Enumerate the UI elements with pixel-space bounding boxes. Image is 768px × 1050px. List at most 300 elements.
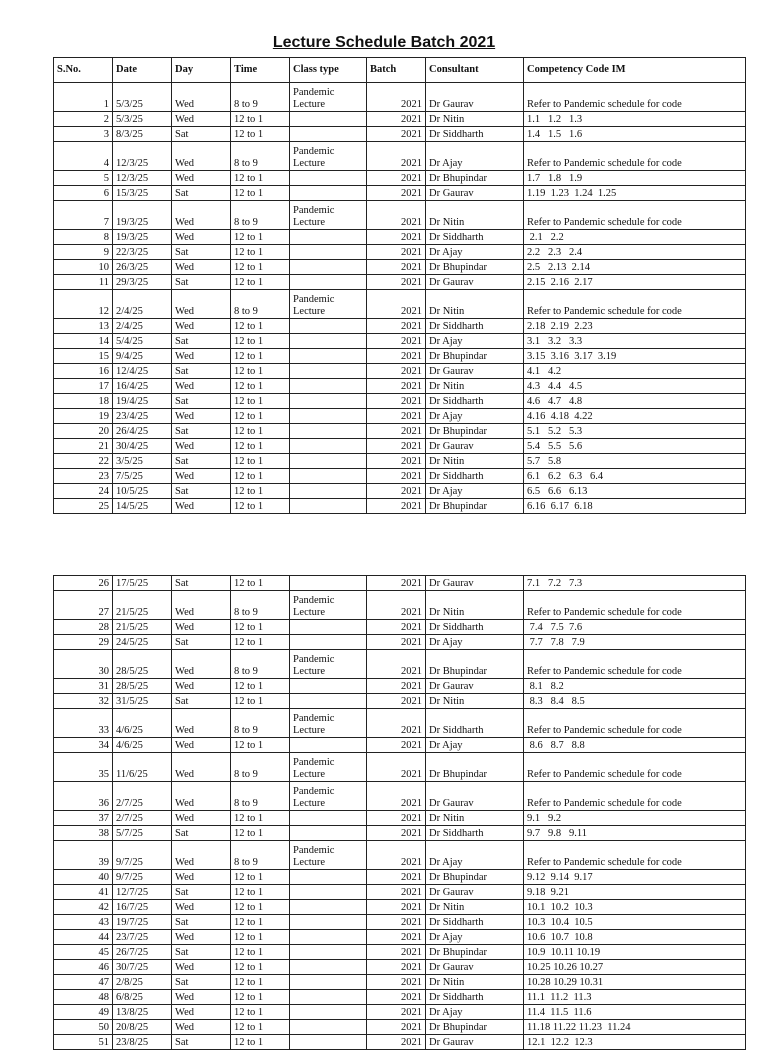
table-row	[54, 439, 746, 454]
cell-time: 12 to 1	[231, 112, 290, 127]
cell-sno: 34	[54, 738, 113, 753]
table-row	[54, 364, 746, 379]
cell-time: 12 to 1	[231, 576, 290, 591]
cell-day: Wed	[172, 591, 231, 620]
cell-batch: 2021	[367, 260, 426, 275]
cell-competency-code: Refer to Pandemic schedule for code	[524, 290, 746, 319]
cell-class-type: Pandemic Lecture	[290, 709, 367, 738]
cell-sno: 47	[54, 975, 113, 990]
cell-batch: 2021	[367, 650, 426, 679]
table-row	[54, 469, 746, 484]
cell-competency-code: 10.3 10.4 10.5	[524, 915, 746, 930]
cell-date: 24/5/25	[113, 635, 172, 650]
cell-competency-code: Refer to Pandemic schedule for code	[524, 201, 746, 230]
cell-time: 12 to 1	[231, 635, 290, 650]
cell-time: 12 to 1	[231, 945, 290, 960]
cell-day: Wed	[172, 349, 231, 364]
table-row	[54, 900, 746, 915]
cell-class-type	[290, 1035, 367, 1050]
cell-consultant: Dr Nitin	[426, 454, 524, 469]
cell-date: 6/8/25	[113, 990, 172, 1005]
cell-date: 5/3/25	[113, 112, 172, 127]
cell-day: Sat	[172, 394, 231, 409]
cell-day: Sat	[172, 245, 231, 260]
cell-time: 12 to 1	[231, 260, 290, 275]
header-day: Day	[172, 58, 231, 83]
cell-day: Wed	[172, 900, 231, 915]
cell-batch: 2021	[367, 620, 426, 635]
cell-time: 8 to 9	[231, 753, 290, 782]
cell-time: 8 to 9	[231, 83, 290, 112]
cell-class-type	[290, 484, 367, 499]
cell-day: Wed	[172, 499, 231, 514]
cell-time: 12 to 1	[231, 439, 290, 454]
cell-class-type	[290, 112, 367, 127]
cell-day: Wed	[172, 112, 231, 127]
cell-sno: 9	[54, 245, 113, 260]
cell-date: 23/7/25	[113, 930, 172, 945]
cell-day: Wed	[172, 1005, 231, 1020]
table-row	[54, 1005, 746, 1020]
cell-competency-code: 2.18 2.19 2.23	[524, 319, 746, 334]
cell-sno: 15	[54, 349, 113, 364]
cell-class-type	[290, 127, 367, 142]
table-row	[54, 484, 746, 499]
cell-time: 12 to 1	[231, 738, 290, 753]
cell-sno: 46	[54, 960, 113, 975]
cell-sno: 4	[54, 142, 113, 171]
cell-batch: 2021	[367, 424, 426, 439]
cell-time: 12 to 1	[231, 915, 290, 930]
cell-time: 12 to 1	[231, 334, 290, 349]
header-consultant: Consultant	[426, 58, 524, 83]
cell-competency-code: 10.25 10.26 10.27	[524, 960, 746, 975]
cell-date: 14/5/25	[113, 499, 172, 514]
cell-sno: 32	[54, 694, 113, 709]
cell-class-type	[290, 694, 367, 709]
cell-class-type	[290, 349, 367, 364]
cell-competency-code: Refer to Pandemic schedule for code	[524, 650, 746, 679]
cell-class-type	[290, 499, 367, 514]
cell-time: 8 to 9	[231, 201, 290, 230]
cell-consultant: Dr Bhupindar	[426, 499, 524, 514]
cell-consultant: Dr Siddharth	[426, 826, 524, 841]
cell-day: Wed	[172, 679, 231, 694]
cell-time: 12 to 1	[231, 484, 290, 499]
cell-competency-code: 5.4 5.5 5.6	[524, 439, 746, 454]
cell-date: 30/7/25	[113, 960, 172, 975]
cell-day: Wed	[172, 738, 231, 753]
cell-date: 9/7/25	[113, 870, 172, 885]
table-row	[54, 112, 746, 127]
cell-batch: 2021	[367, 201, 426, 230]
table-row	[54, 499, 746, 514]
cell-class-type	[290, 826, 367, 841]
cell-time: 12 to 1	[231, 409, 290, 424]
cell-competency-code: 8.6 8.7 8.8	[524, 738, 746, 753]
table-row	[54, 576, 746, 591]
cell-competency-code: 11.1 11.2 11.3	[524, 990, 746, 1005]
cell-class-type: Pandemic Lecture	[290, 841, 367, 870]
cell-sno: 23	[54, 469, 113, 484]
cell-time: 8 to 9	[231, 650, 290, 679]
table-row	[54, 620, 746, 635]
cell-time: 12 to 1	[231, 1005, 290, 1020]
cell-competency-code: 12.1 12.2 12.3	[524, 1035, 746, 1050]
cell-batch: 2021	[367, 379, 426, 394]
cell-day: Wed	[172, 83, 231, 112]
cell-class-type: Pandemic Lecture	[290, 591, 367, 620]
cell-day: Sat	[172, 364, 231, 379]
cell-sno: 27	[54, 591, 113, 620]
header-competency-code: Competency Code IM	[524, 58, 746, 83]
cell-date: 19/4/25	[113, 394, 172, 409]
cell-day: Sat	[172, 635, 231, 650]
cell-class-type	[290, 439, 367, 454]
cell-competency-code: 5.1 5.2 5.3	[524, 424, 746, 439]
table-row	[54, 738, 746, 753]
cell-consultant: Dr Ajay	[426, 484, 524, 499]
cell-date: 12/7/25	[113, 885, 172, 900]
cell-date: 9/4/25	[113, 349, 172, 364]
cell-consultant: Dr Nitin	[426, 975, 524, 990]
cell-day: Wed	[172, 260, 231, 275]
cell-class-type	[290, 990, 367, 1005]
cell-sno: 21	[54, 439, 113, 454]
cell-batch: 2021	[367, 142, 426, 171]
cell-batch: 2021	[367, 709, 426, 738]
cell-date: 11/6/25	[113, 753, 172, 782]
table-row	[54, 186, 746, 201]
cell-day: Wed	[172, 930, 231, 945]
cell-class-type	[290, 811, 367, 826]
cell-batch: 2021	[367, 811, 426, 826]
table-row	[54, 709, 746, 738]
cell-time: 8 to 9	[231, 290, 290, 319]
cell-date: 5/7/25	[113, 826, 172, 841]
cell-day: Wed	[172, 290, 231, 319]
cell-sno: 44	[54, 930, 113, 945]
cell-consultant: Dr Ajay	[426, 334, 524, 349]
cell-class-type: Pandemic Lecture	[290, 83, 367, 112]
cell-day: Sat	[172, 275, 231, 290]
cell-competency-code: 9.18 9.21	[524, 885, 746, 900]
cell-sno: 30	[54, 650, 113, 679]
header-date: Date	[113, 58, 172, 83]
cell-sno: 3	[54, 127, 113, 142]
table-row	[54, 945, 746, 960]
cell-sno: 49	[54, 1005, 113, 1020]
cell-day: Sat	[172, 975, 231, 990]
cell-date: 21/5/25	[113, 591, 172, 620]
cell-competency-code: 5.7 5.8	[524, 454, 746, 469]
cell-consultant: Dr Gaurav	[426, 576, 524, 591]
cell-consultant: Dr Ajay	[426, 930, 524, 945]
cell-sno: 37	[54, 811, 113, 826]
cell-consultant: Dr Ajay	[426, 142, 524, 171]
cell-date: 23/4/25	[113, 409, 172, 424]
cell-competency-code: 9.1 9.2	[524, 811, 746, 826]
document-title: Lecture Schedule Batch 2021	[272, 34, 496, 51]
cell-consultant: Dr Ajay	[426, 409, 524, 424]
table-row	[54, 975, 746, 990]
cell-competency-code: 6.16 6.17 6.18	[524, 499, 746, 514]
table-row	[54, 679, 746, 694]
cell-class-type	[290, 409, 367, 424]
cell-time: 8 to 9	[231, 709, 290, 738]
cell-time: 12 to 1	[231, 900, 290, 915]
cell-class-type	[290, 1020, 367, 1035]
cell-sno: 36	[54, 782, 113, 811]
cell-class-type	[290, 379, 367, 394]
cell-batch: 2021	[367, 409, 426, 424]
cell-consultant: Dr Bhupindar	[426, 1020, 524, 1035]
cell-date: 19/3/25	[113, 230, 172, 245]
cell-consultant: Dr Nitin	[426, 290, 524, 319]
cell-day: Sat	[172, 1035, 231, 1050]
cell-consultant: Dr Bhupindar	[426, 424, 524, 439]
cell-batch: 2021	[367, 841, 426, 870]
cell-batch: 2021	[367, 975, 426, 990]
cell-time: 12 to 1	[231, 870, 290, 885]
cell-time: 12 to 1	[231, 424, 290, 439]
cell-consultant: Dr Nitin	[426, 694, 524, 709]
cell-day: Sat	[172, 454, 231, 469]
cell-batch: 2021	[367, 334, 426, 349]
cell-sno: 22	[54, 454, 113, 469]
cell-sno: 42	[54, 900, 113, 915]
cell-consultant: Dr Nitin	[426, 201, 524, 230]
cell-time: 12 to 1	[231, 930, 290, 945]
cell-class-type: Pandemic Lecture	[290, 753, 367, 782]
cell-class-type	[290, 576, 367, 591]
cell-sno: 43	[54, 915, 113, 930]
cell-consultant: Dr Siddharth	[426, 469, 524, 484]
cell-day: Wed	[172, 650, 231, 679]
cell-consultant: Dr Siddharth	[426, 230, 524, 245]
cell-batch: 2021	[367, 394, 426, 409]
cell-batch: 2021	[367, 275, 426, 290]
cell-batch: 2021	[367, 127, 426, 142]
cell-sno: 25	[54, 499, 113, 514]
table-row	[54, 782, 746, 811]
cell-class-type	[290, 319, 367, 334]
cell-class-type	[290, 424, 367, 439]
cell-day: Wed	[172, 990, 231, 1005]
cell-competency-code: 4.16 4.18 4.22	[524, 409, 746, 424]
cell-consultant: Dr Bhupindar	[426, 650, 524, 679]
cell-date: 22/3/25	[113, 245, 172, 260]
cell-class-type	[290, 454, 367, 469]
cell-sno: 5	[54, 171, 113, 186]
table-row	[54, 171, 746, 186]
cell-class-type	[290, 930, 367, 945]
cell-sno: 19	[54, 409, 113, 424]
cell-competency-code: Refer to Pandemic schedule for code	[524, 841, 746, 870]
table-row	[54, 1035, 746, 1050]
cell-sno: 26	[54, 576, 113, 591]
cell-time: 12 to 1	[231, 679, 290, 694]
cell-date: 7/5/25	[113, 469, 172, 484]
cell-date: 10/5/25	[113, 484, 172, 499]
cell-date: 21/5/25	[113, 620, 172, 635]
cell-class-type	[290, 885, 367, 900]
cell-time: 8 to 9	[231, 841, 290, 870]
cell-time: 12 to 1	[231, 826, 290, 841]
cell-date: 23/8/25	[113, 1035, 172, 1050]
cell-batch: 2021	[367, 171, 426, 186]
cell-competency-code: 4.3 4.4 4.5	[524, 379, 746, 394]
cell-date: 3/5/25	[113, 454, 172, 469]
cell-batch: 2021	[367, 591, 426, 620]
cell-time: 12 to 1	[231, 364, 290, 379]
table-row	[54, 591, 746, 620]
table-row	[54, 753, 746, 782]
cell-time: 12 to 1	[231, 171, 290, 186]
cell-competency-code: 2.1 2.2	[524, 230, 746, 245]
cell-date: 20/8/25	[113, 1020, 172, 1035]
cell-sno: 18	[54, 394, 113, 409]
cell-sno: 35	[54, 753, 113, 782]
cell-time: 12 to 1	[231, 379, 290, 394]
cell-date: 5/4/25	[113, 334, 172, 349]
cell-day: Wed	[172, 709, 231, 738]
cell-date: 28/5/25	[113, 679, 172, 694]
cell-class-type: Pandemic Lecture	[290, 142, 367, 171]
cell-time: 12 to 1	[231, 1035, 290, 1050]
cell-day: Sat	[172, 826, 231, 841]
cell-batch: 2021	[367, 364, 426, 379]
schedule-table-page-2	[53, 575, 746, 1050]
cell-date: 4/6/25	[113, 709, 172, 738]
cell-competency-code: 1.4 1.5 1.6	[524, 127, 746, 142]
cell-day: Sat	[172, 424, 231, 439]
cell-date: 12/4/25	[113, 364, 172, 379]
header-class-type: Class type	[290, 58, 367, 83]
cell-date: 8/3/25	[113, 127, 172, 142]
cell-competency-code: 2.5 2.13 2.14	[524, 260, 746, 275]
cell-competency-code: 2.2 2.3 2.4	[524, 245, 746, 260]
cell-batch: 2021	[367, 930, 426, 945]
table-row	[54, 127, 746, 142]
table-row	[54, 334, 746, 349]
cell-sno: 48	[54, 990, 113, 1005]
cell-batch: 2021	[367, 870, 426, 885]
cell-date: 9/7/25	[113, 841, 172, 870]
cell-sno: 38	[54, 826, 113, 841]
cell-sno: 51	[54, 1035, 113, 1050]
cell-consultant: Dr Gaurav	[426, 782, 524, 811]
cell-batch: 2021	[367, 826, 426, 841]
cell-consultant: Dr Gaurav	[426, 679, 524, 694]
cell-consultant: Dr Bhupindar	[426, 349, 524, 364]
cell-batch: 2021	[367, 230, 426, 245]
cell-day: Sat	[172, 127, 231, 142]
cell-time: 8 to 9	[231, 591, 290, 620]
cell-sno: 12	[54, 290, 113, 319]
table-row	[54, 349, 746, 364]
cell-consultant: Dr Bhupindar	[426, 945, 524, 960]
cell-date: 13/8/25	[113, 1005, 172, 1020]
cell-batch: 2021	[367, 319, 426, 334]
cell-time: 12 to 1	[231, 960, 290, 975]
cell-sno: 20	[54, 424, 113, 439]
cell-batch: 2021	[367, 1005, 426, 1020]
cell-consultant: Dr Gaurav	[426, 1035, 524, 1050]
table-row	[54, 915, 746, 930]
cell-class-type	[290, 245, 367, 260]
cell-batch: 2021	[367, 782, 426, 811]
cell-class-type	[290, 1005, 367, 1020]
cell-consultant: Dr Siddharth	[426, 709, 524, 738]
cell-sno: 31	[54, 679, 113, 694]
cell-competency-code: 6.5 6.6 6.13	[524, 484, 746, 499]
cell-class-type	[290, 620, 367, 635]
cell-time: 12 to 1	[231, 127, 290, 142]
cell-time: 12 to 1	[231, 694, 290, 709]
table-row	[54, 635, 746, 650]
table-row	[54, 930, 746, 945]
table-row	[54, 811, 746, 826]
cell-class-type	[290, 870, 367, 885]
cell-date: 2/7/25	[113, 811, 172, 826]
table-row	[54, 245, 746, 260]
cell-day: Wed	[172, 1020, 231, 1035]
cell-class-type	[290, 230, 367, 245]
cell-competency-code: 7.1 7.2 7.3	[524, 576, 746, 591]
cell-class-type: Pandemic Lecture	[290, 782, 367, 811]
cell-competency-code: 10.28 10.29 10.31	[524, 975, 746, 990]
cell-sno: 8	[54, 230, 113, 245]
cell-day: Wed	[172, 230, 231, 245]
cell-competency-code: 2.15 2.16 2.17	[524, 275, 746, 290]
cell-date: 2/4/25	[113, 290, 172, 319]
cell-consultant: Dr Bhupindar	[426, 260, 524, 275]
cell-competency-code: 4.6 4.7 4.8	[524, 394, 746, 409]
cell-batch: 2021	[367, 900, 426, 915]
cell-competency-code: Refer to Pandemic schedule for code	[524, 83, 746, 112]
cell-date: 2/7/25	[113, 782, 172, 811]
cell-sno: 10	[54, 260, 113, 275]
cell-consultant: Dr Gaurav	[426, 275, 524, 290]
cell-day: Sat	[172, 945, 231, 960]
cell-batch: 2021	[367, 245, 426, 260]
cell-consultant: Dr Ajay	[426, 841, 524, 870]
table-row	[54, 841, 746, 870]
cell-date: 17/5/25	[113, 576, 172, 591]
cell-class-type	[290, 394, 367, 409]
cell-competency-code: 10.1 10.2 10.3	[524, 900, 746, 915]
cell-class-type	[290, 171, 367, 186]
cell-competency-code: 6.1 6.2 6.3 6.4	[524, 469, 746, 484]
cell-competency-code: 7.7 7.8 7.9	[524, 635, 746, 650]
cell-day: Wed	[172, 841, 231, 870]
cell-batch: 2021	[367, 990, 426, 1005]
cell-batch: 2021	[367, 960, 426, 975]
cell-sno: 33	[54, 709, 113, 738]
header-batch: Batch	[367, 58, 426, 83]
cell-consultant: Dr Bhupindar	[426, 171, 524, 186]
cell-class-type	[290, 469, 367, 484]
cell-competency-code: Refer to Pandemic schedule for code	[524, 753, 746, 782]
cell-day: Wed	[172, 870, 231, 885]
cell-sno: 17	[54, 379, 113, 394]
cell-day: Wed	[172, 171, 231, 186]
cell-competency-code: 1.7 1.8 1.9	[524, 171, 746, 186]
table-row	[54, 319, 746, 334]
cell-day: Wed	[172, 142, 231, 171]
cell-date: 30/4/25	[113, 439, 172, 454]
